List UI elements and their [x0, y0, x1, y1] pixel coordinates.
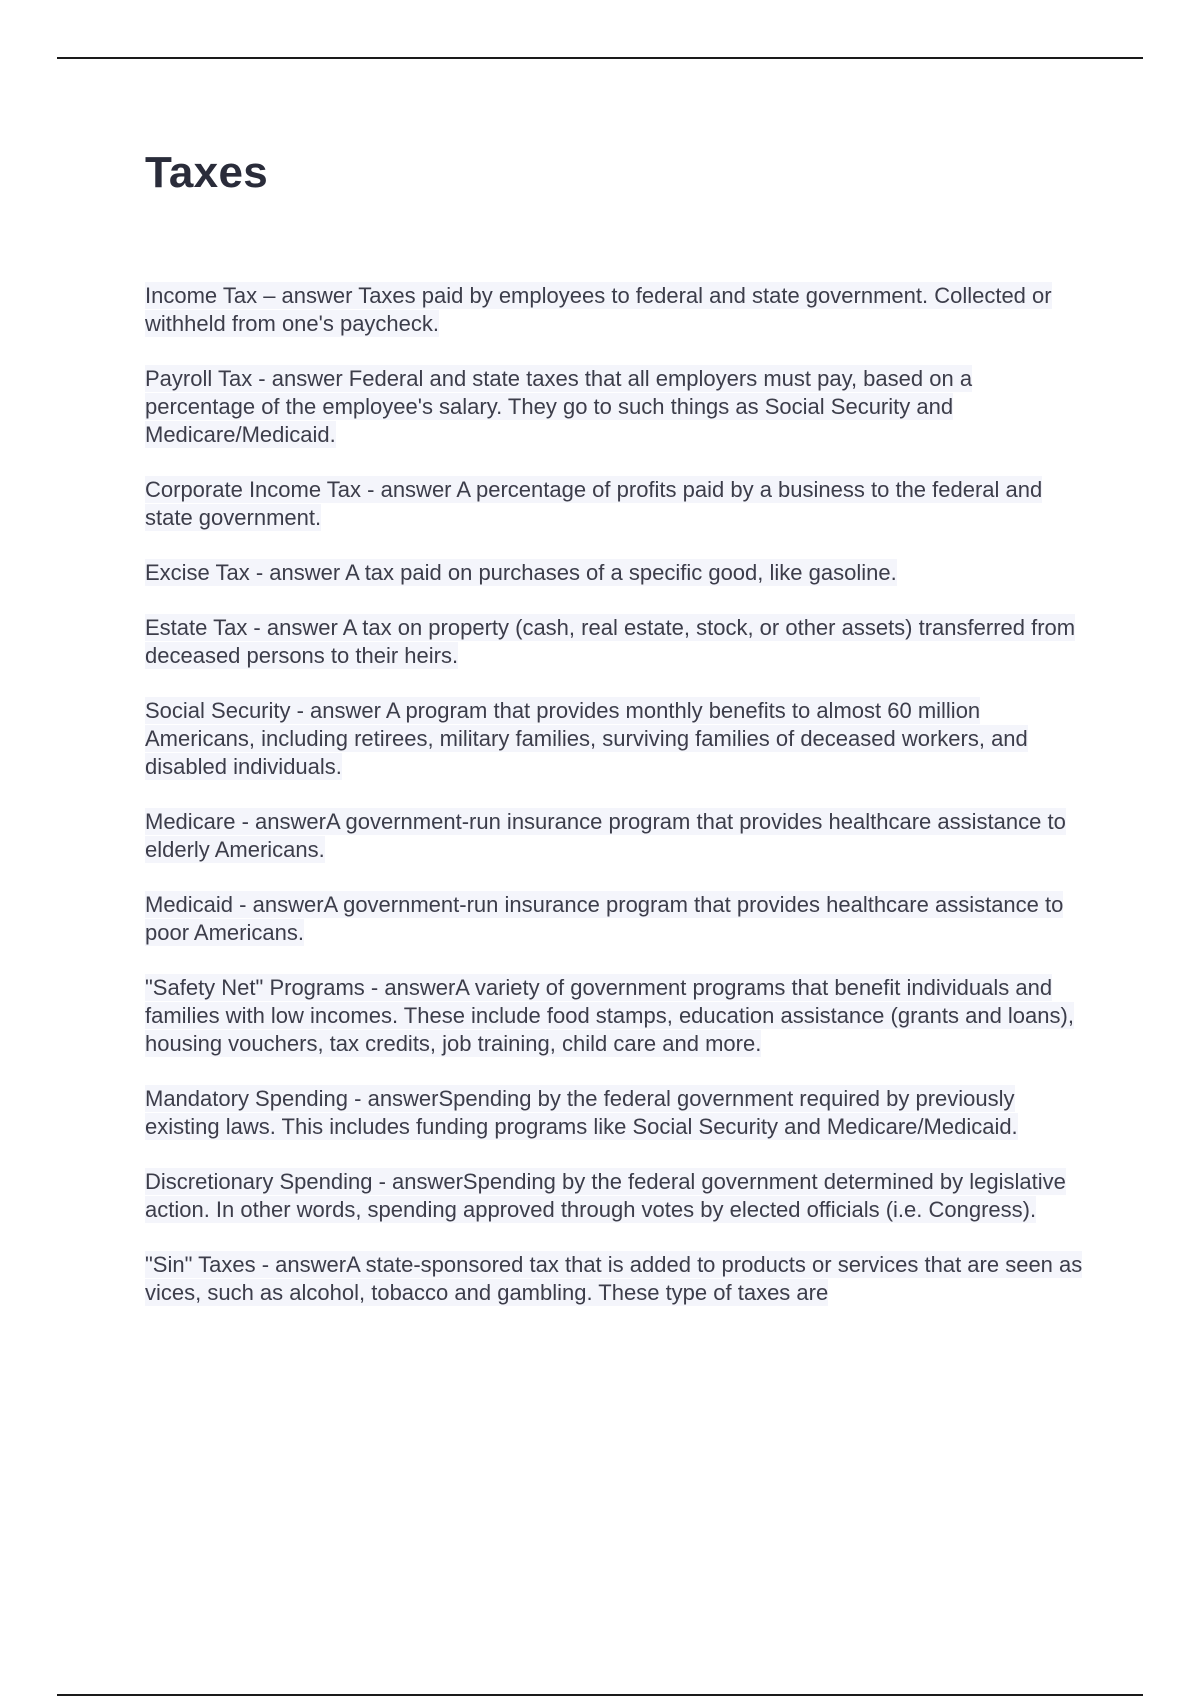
- page-title: Taxes: [145, 148, 268, 197]
- flashcard-list: [145, 282, 1085, 1334]
- entry-excise-tax: Excise Tax - answer A tax paid on purchases of a specific good, like gasoline.: [145, 560, 897, 585]
- entry-estate-tax: Estate Tax - answer A tax on property (cash, real estate, stock, or other assets) transferred from deceased persons to their heirs.: [145, 615, 1076, 668]
- entry-payroll-tax: Payroll Tax - answer Federal and state taxes that all employers must pay, based on a percentage of the employee's salary. They go to such things as Social Security and Medicare/Medicaid.: [145, 366, 973, 447]
- entry-safety-net-programs: "Safety Net" Programs - answerA variety of government programs that benefit individuals and families with low incomes. These include food stamps, education assistance (grants and loans), housing vouchers, tax credits, job training, child care and more.: [145, 975, 1074, 1056]
- bottom-rule: [57, 1694, 1143, 1696]
- entry-medicare: Medicare - answerA government-run insurance program that provides healthcare assistance to elderly Americans.: [145, 809, 1066, 862]
- entry-corporate-income-tax: Corporate Income Tax - answer A percentage of profits paid by a business to the federal and state government.: [145, 477, 1043, 530]
- entry-medicaid: Medicaid - answerA government-run insurance program that provides healthcare assistance to poor Americans.: [145, 892, 1064, 945]
- entry-mandatory-spending: Mandatory Spending - answerSpending by the federal government required by previously existing laws. This includes funding programs like Social Security and Medicare/Medicaid.: [145, 1086, 1018, 1139]
- entry-sin-taxes: "Sin" Taxes - answerA state-sponsored tax that is added to products or services that are seen as vices, such as alcohol, tobacco and gambling. These type of taxes are: [145, 1252, 1083, 1305]
- entry-discretionary-spending: Discretionary Spending - answerSpending by the federal government determined by legislative action. In other words, spending approved through votes by elected officials (i.e. Congress).: [145, 1169, 1066, 1222]
- top-rule: [57, 57, 1143, 59]
- entry-social-security: Social Security - answer A program that provides monthly benefits to almost 60 million Americans, including retirees, military families, surviving families of deceased workers, and disabled individuals.: [145, 698, 1028, 779]
- entry-income-tax: Income Tax – answer Taxes paid by employees to federal and state government. Collected or withheld from one's paycheck.: [145, 283, 1052, 336]
